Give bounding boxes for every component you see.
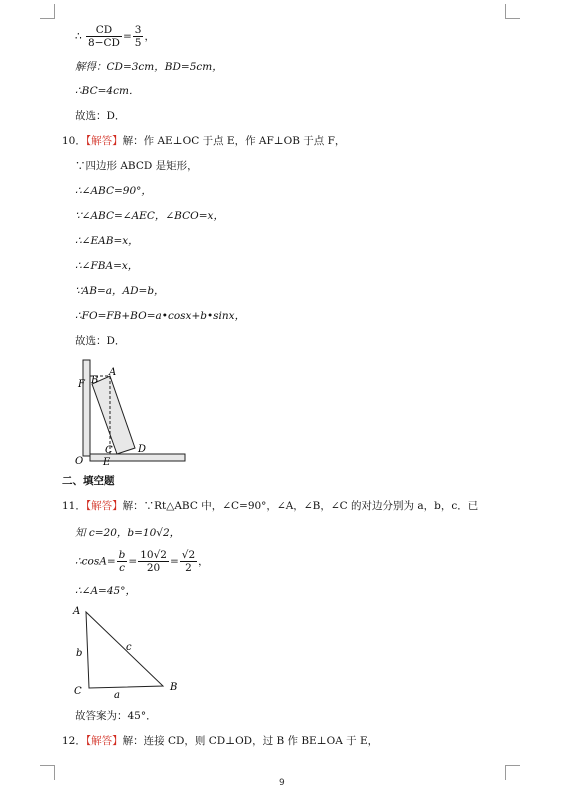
- q11-final-answer: 故答案为：45°．: [75, 710, 157, 722]
- fraction-three-fifths: [133, 24, 144, 49]
- corner-mark-bottom-left: [40, 765, 55, 780]
- corner-mark-bottom-right: [505, 765, 520, 780]
- fraction-denominator: 5: [134, 37, 142, 49]
- therefore-symbol: ∴: [75, 30, 82, 43]
- question-number: 10．: [62, 135, 86, 147]
- q11-cos-equation: [75, 549, 209, 574]
- fraction-numerator: 10√2: [140, 549, 167, 561]
- fraction-denominator: 2: [185, 562, 192, 574]
- q11-header: [62, 499, 478, 513]
- solution-line: 解得：CD=3cm，BD=5cm，: [75, 61, 223, 73]
- fraction-numerator: √2: [181, 549, 196, 561]
- fraction-numerator: b: [118, 549, 126, 561]
- q10-header: [62, 134, 345, 148]
- fraction-root-two-over-two: [180, 549, 197, 574]
- cos-prefix: ∴cosA=: [75, 555, 116, 568]
- comma: ，: [198, 555, 209, 568]
- q11-result: ∴∠A=45°，: [75, 585, 136, 597]
- question-text: 解：连接 CD，则 CD⊥OD，过 B 作 BE⊥OA 于 E，: [122, 735, 379, 747]
- label-c: C: [74, 686, 82, 697]
- label-side-a: a: [114, 690, 120, 699]
- ratio-equation-line: [75, 24, 155, 49]
- fraction-denominator: 20: [146, 562, 161, 574]
- corner-mark-top-left: [40, 4, 55, 19]
- equals-sign: =: [169, 555, 179, 568]
- q10-answer: 故选：D．: [75, 335, 126, 347]
- q10-step-3: ∵∠ABC=∠AEC，∠BCO=x，: [75, 210, 224, 222]
- fraction-denominator: c: [119, 562, 125, 574]
- page-number: 9: [279, 778, 285, 788]
- fraction-cd: [86, 24, 122, 49]
- label-f: F: [78, 379, 85, 390]
- label-side-c: c: [126, 642, 132, 653]
- question-number: 12．: [62, 735, 86, 747]
- label-d: D: [138, 444, 147, 455]
- q12-header: [62, 734, 378, 748]
- equals-sign: =: [122, 30, 132, 43]
- q10-step-4: ∴∠EAB=x，: [75, 235, 139, 247]
- answer-tag: 【解答】: [85, 135, 123, 147]
- fraction-b-over-c: [117, 549, 128, 574]
- rectangle-abcd: [92, 376, 135, 454]
- q10-step-7: ∴FO=FB+BO=a•cosx+b•sinx，: [75, 310, 246, 322]
- q10-step-6: ∵AB=a，AD=b，: [75, 285, 165, 297]
- equals-sign: =: [128, 555, 138, 568]
- label-o: O: [75, 456, 84, 467]
- label-a: A: [73, 606, 81, 617]
- rectangle-ladder-figure: [75, 357, 205, 467]
- result-line: ∴BC=4cm．: [75, 85, 140, 97]
- label-b: B: [91, 375, 99, 386]
- fraction-numerator: CD: [86, 24, 122, 37]
- fraction-numerator: 3: [134, 24, 142, 36]
- q10-step-1: ∵四边形 ABCD 是矩形，: [75, 160, 198, 172]
- q11-given: 知 c=20，b=10√2，: [75, 527, 181, 539]
- answer-tag: 【解答】: [85, 500, 123, 512]
- label-b: B: [170, 682, 178, 693]
- answer-line: 故选：D．: [75, 110, 126, 122]
- q10-step-5: ∴∠FBA=x，: [75, 260, 139, 272]
- label-c: C: [105, 445, 113, 456]
- question-text: 解：作 AE⊥OC 于点 E，作 AF⊥OB 于点 F，: [122, 135, 346, 147]
- right-triangle-figure: [70, 604, 190, 699]
- comma: ，: [144, 30, 155, 43]
- question-text: 解：∵Rt△ABC 中，∠C=90°，∠A，∠B，∠C 的对边分别为 a，b，c．已: [122, 500, 479, 512]
- section-heading: 二、填空题: [62, 475, 115, 487]
- label-side-b: b: [76, 648, 83, 659]
- fraction-ten-root-two-over-twenty: [138, 549, 169, 574]
- q10-step-2: ∴∠ABC=90°，: [75, 185, 152, 197]
- label-e: E: [103, 457, 111, 467]
- corner-mark-top-right: [505, 4, 520, 19]
- answer-tag: 【解答】: [85, 735, 123, 747]
- triangle-abc: [86, 612, 163, 688]
- question-number: 11．: [62, 500, 86, 512]
- label-a: A: [109, 367, 117, 378]
- fraction-denominator: 8−CD: [88, 37, 120, 49]
- vertical-wall: [83, 360, 90, 456]
